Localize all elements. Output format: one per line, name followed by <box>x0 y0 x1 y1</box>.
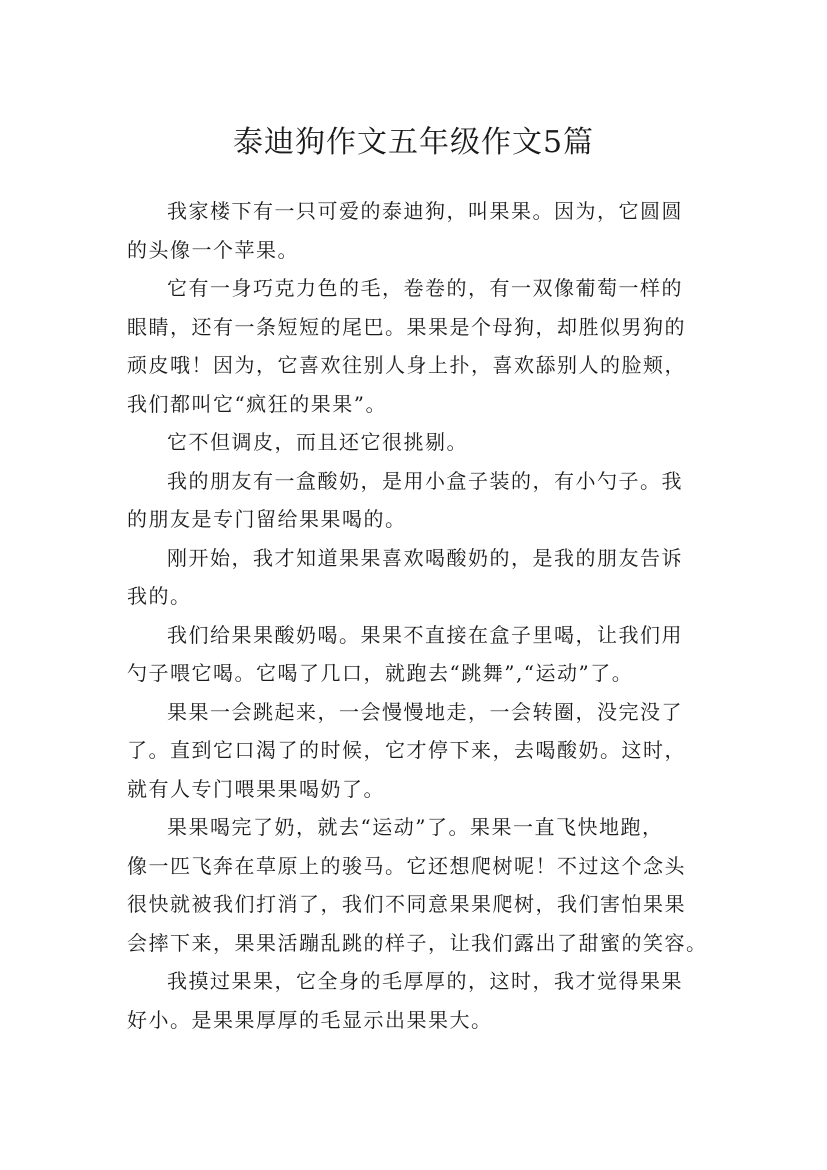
text-line: 眼睛，还有一条短短的尾巴。果果是个母狗，却胜似男狗的 <box>127 314 686 339</box>
text-line: 会摔下来，果果活蹦乱跳的样子，让我们露出了甜蜜的笑容。 <box>127 930 708 955</box>
paragraph <box>127 269 705 423</box>
paragraph <box>127 462 705 539</box>
text-line: 果果喝完了奶，就去“运动”了。果果一直飞快地跑， <box>167 815 664 839</box>
paragraph <box>127 808 708 962</box>
text-line: 像一匹飞奔在草原上的骏马。它还想爬树呢！不过这个念头 <box>127 853 686 878</box>
paragraph <box>127 539 705 616</box>
document-body <box>127 192 708 1039</box>
text-line: 我的朋友有一盒酸奶，是用小盒子装的，有小勺子。我 <box>167 468 683 493</box>
text-line: 我家楼下有一只可爱的泰迪狗，叫果果。因为，它圆圆 <box>167 199 683 223</box>
text-line: 我们给果果酸奶喝。果果不直接在盒子里喝，让我们用 <box>167 622 683 647</box>
paragraph <box>127 192 705 269</box>
text-line: 刚开始，我才知道果果喜欢喝酸奶的，是我的朋友告诉 <box>167 545 683 570</box>
text-line: 我们都叫它“疯狂的果果”。 <box>127 391 387 416</box>
text-line: 好小。是果果厚厚的毛显示出果果大。 <box>127 1007 493 1032</box>
text-line: 我摸过果果，它全身的毛厚厚的，这时，我才觉得果果 <box>167 969 683 993</box>
text-line: 了。直到它口渴了的时候，它才停下来，去喝酸奶。这时， <box>127 738 686 762</box>
text-line: 我的。 <box>127 584 192 608</box>
paragraph <box>127 693 705 809</box>
paragraph <box>127 423 705 462</box>
text-line: 它不但调皮，而且还它很挑剔。 <box>167 430 468 454</box>
text-line: 果果一会跳起来，一会慢慢地走，一会转圈，没完没了 <box>167 699 683 724</box>
text-line: 它有一身巧克力色的毛，卷卷的，有一双像葡萄一样的 <box>167 276 683 300</box>
text-line: 就有人专门喂果果喝奶了。 <box>127 776 385 801</box>
paragraph <box>127 616 705 693</box>
text-line: 顽皮哦！因为，它喜欢往别人身上扑，喜欢舔别人的脸颊， <box>127 353 686 377</box>
document-title: 泰迪狗作文五年级作文5篇 <box>232 125 595 161</box>
text-line: 的头像一个苹果。 <box>127 237 299 262</box>
text-line: 勺子喂它喝。它喝了几口，就跑去“跳舞”,“运动”了。 <box>127 661 634 685</box>
text-line: 很快就被我们打消了，我们不同意果果爬树，我们害怕果果 <box>127 892 686 916</box>
text-line: 的朋友是专门留给果果喝的。 <box>127 507 407 531</box>
paragraph <box>127 962 705 1039</box>
